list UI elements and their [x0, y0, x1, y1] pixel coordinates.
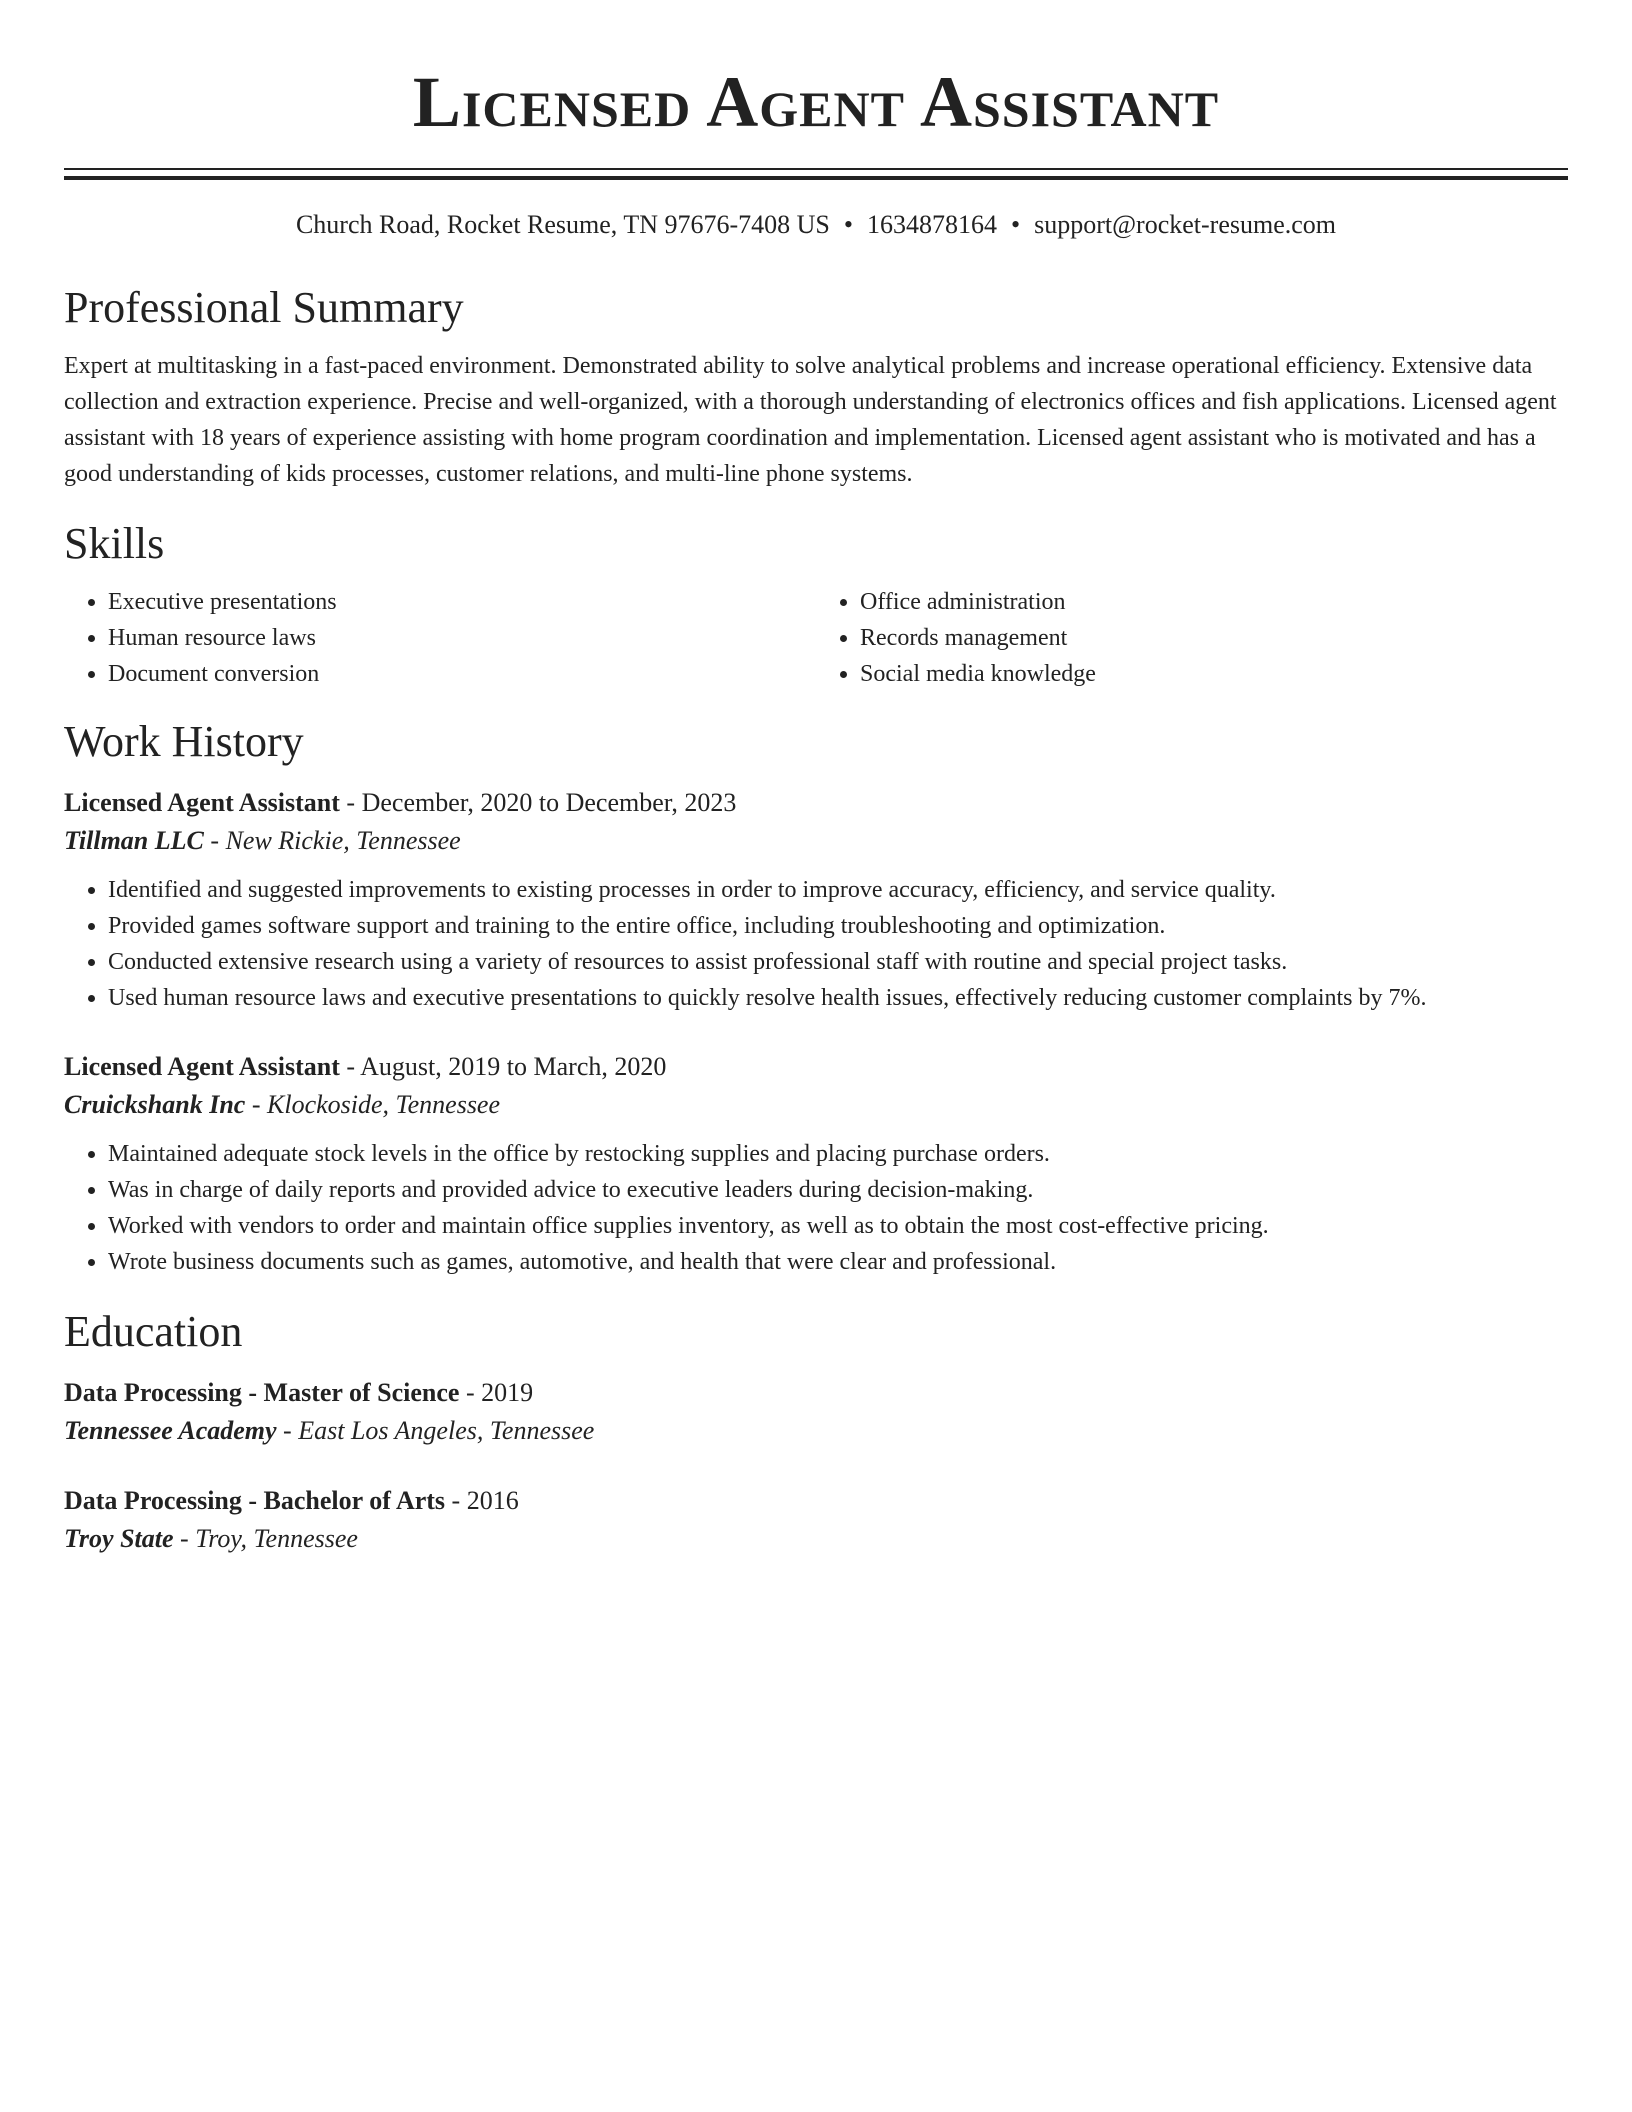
resume-name: Licensed Agent Assistant	[412, 62, 1220, 142]
education-header: Data Processing - Bachelor of Arts - 2016	[64, 1486, 519, 1515]
job-bullet: • Provided games software support and training to the entire office, including troubleshooting and optimization.	[108, 908, 1568, 944]
education-school-line: Tennessee Academy - East Los Angeles, Tennessee	[64, 1416, 595, 1445]
job-dates: August, 2019 to March, 2020	[360, 1052, 667, 1081]
education-location: Troy, Tennessee	[195, 1524, 358, 1553]
skill-item: • Office administration	[860, 584, 1568, 620]
job-entry	[64, 784, 1568, 1016]
job-location: New Rickie, Tennessee	[225, 826, 461, 855]
job-role: Licensed Agent Assistant	[64, 1052, 340, 1081]
contact-address: Church Road, Rocket Resume, TN 97676-7408 US	[295, 210, 830, 239]
skill-item: • Social media knowledge	[860, 656, 1568, 692]
job-dates: December, 2020 to December, 2023	[361, 788, 737, 817]
contact-line	[64, 208, 1568, 242]
job-bullet: • Worked with vendors to order and maintain office supplies inventory, as well as to obtain the most cost-effective pricing.	[108, 1208, 1568, 1244]
education-heading: Education	[64, 1307, 243, 1356]
skill-item: • Executive presentations	[108, 584, 816, 620]
job-bullet: • Maintained adequate stock levels in the office by restocking supplies and placing purchase orders.	[108, 1136, 1568, 1172]
skills-list	[64, 584, 1568, 692]
job-role: Licensed Agent Assistant	[64, 788, 340, 817]
skill-item: • Records management	[860, 620, 1568, 656]
job-company: Cruickshank Inc	[64, 1090, 246, 1119]
skills-column-right	[816, 584, 1568, 692]
job-bullet: • Used human resource laws and executive presentations to quickly resolve health issues, effectively reducing customer complaints by 7%.	[108, 980, 1568, 1016]
job-header: Licensed Agent Assistant - August, 2019 to March, 2020	[64, 1052, 667, 1081]
job-bullets	[64, 1136, 1568, 1280]
education-school: Tennessee Academy	[64, 1416, 277, 1445]
education-header: Data Processing - Master of Science - 2019	[64, 1378, 534, 1407]
education-year: 2019	[481, 1378, 534, 1407]
job-company: Tillman LLC	[64, 826, 204, 855]
contact-separator: •	[1011, 210, 1021, 239]
job-company-line: Cruickshank Inc - Klockoside, Tennessee	[64, 1090, 501, 1119]
education-year: 2016	[466, 1486, 519, 1515]
education-school: Troy State	[64, 1524, 174, 1553]
contact-email[interactable]: support@rocket-resume.com	[1034, 210, 1337, 239]
job-company-line: Tillman LLC - New Rickie, Tennessee	[64, 826, 461, 855]
contact-phone: 1634878164	[867, 210, 997, 239]
job-location: Klockoside, Tennessee	[267, 1090, 501, 1119]
job-bullet: • Wrote business documents such as games, automotive, and health that were clear and professional.	[108, 1244, 1568, 1280]
job-entry	[64, 1048, 1568, 1280]
education-degree: Data Processing - Master of Science	[64, 1378, 460, 1407]
skills-column-left	[64, 584, 816, 692]
work-history-heading: Work History	[64, 717, 304, 766]
skill-item: • Document conversion	[108, 656, 816, 692]
job-bullet: • Identified and suggested improvements to existing processes in order to improve accuracy, efficiency, and service quality.	[108, 872, 1568, 908]
education-degree: Data Processing - Bachelor of Arts	[64, 1486, 446, 1515]
summary-text: Expert at multitasking in a fast-paced environment. Demonstrated ability to solve analytical problems and increase operational efficiency. Extensive data collection and extraction experience. Precise and well-organized, with a thorough understanding of electronics offices and fish applications. Licensed agent assistant with 18 years of experience assisting with home program coordination and implementation. Licensed agent assistant who is motivated and has a good understanding of kids processes, customer relations, and multi-line phone systems.	[64, 353, 1557, 487]
education-location: East Los Angeles, Tennessee	[298, 1416, 595, 1445]
header-divider-thick	[64, 176, 1568, 180]
education-school-line: Troy State - Troy, Tennessee	[64, 1524, 358, 1553]
summary-heading: Professional Summary	[64, 283, 464, 332]
header-divider-thin	[64, 168, 1568, 170]
contact-separator: •	[843, 210, 853, 239]
skill-item: • Human resource laws	[108, 620, 816, 656]
job-bullet: • Conducted extensive research using a variety of resources to assist professional staff with routine and special project tasks.	[108, 944, 1568, 980]
job-header: Licensed Agent Assistant - December, 2020 to December, 2023	[64, 788, 737, 817]
job-bullets	[64, 872, 1568, 1016]
job-bullet: • Was in charge of daily reports and provided advice to executive leaders during decision-making.	[108, 1172, 1568, 1208]
education-entry	[64, 1374, 1568, 1450]
education-entry	[64, 1482, 1568, 1558]
skills-heading: Skills	[64, 519, 165, 568]
